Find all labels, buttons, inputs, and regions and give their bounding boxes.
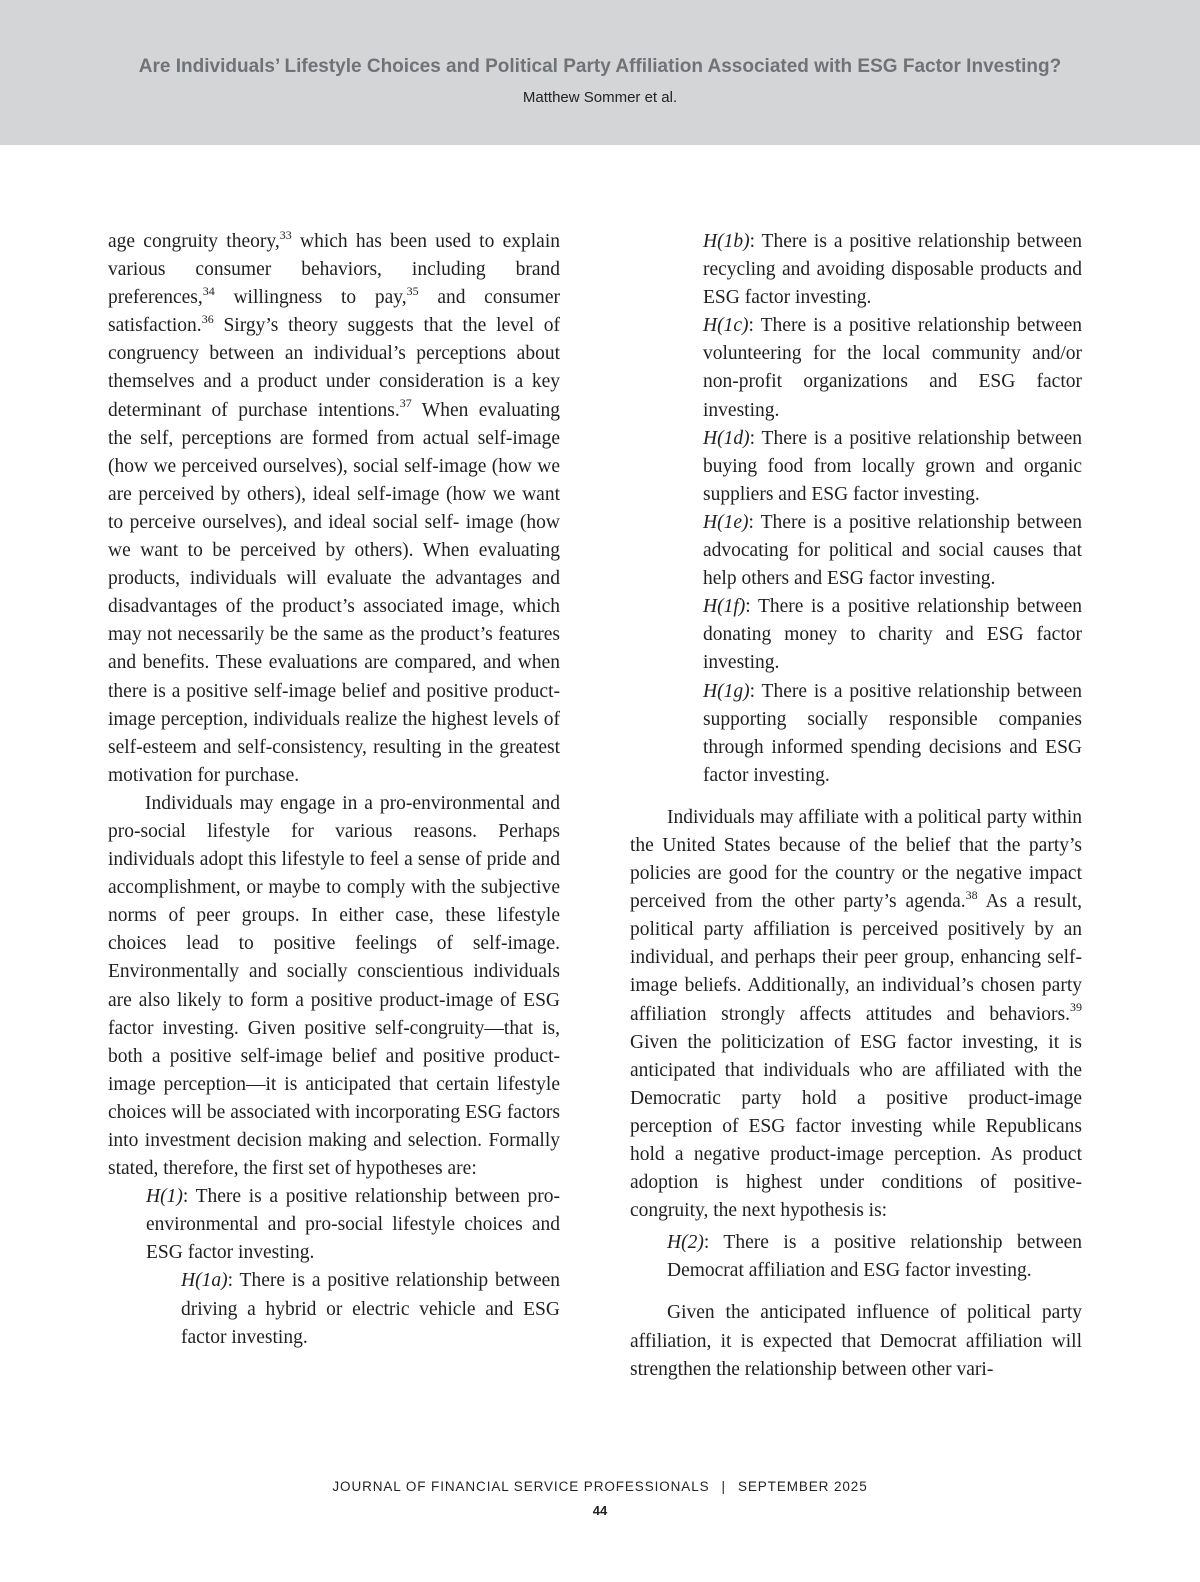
journal-name: JOURNAL OF FINANCIAL SERVICE PROFESSIONALS <box>332 1479 710 1494</box>
article-title: Are Individuals’ Lifestyle Choices and Political Party Affiliation Associated with ESG Factor Investing? <box>138 56 1062 77</box>
footnote-ref-34: 34 <box>202 283 215 298</box>
text-run: and consumer satisfaction. <box>108 287 560 337</box>
text-run: Sirgy’s theory suggests that the level of congruency between an individual’s perceptions about themselves and a product under consideration is a key determinant of purchase intentions. <box>108 315 560 421</box>
journal-footer <box>0 1479 1200 1494</box>
hypothesis-text: : There is a positive relationship between advocating for political and social causes that help others and ESG factor investing. <box>703 511 1082 590</box>
text-run: age congruity theory, <box>108 231 280 252</box>
hypothesis-text: : There is a positive relationship between buying food from locally grown and organic suppliers and ESG factor investing. <box>703 427 1082 505</box>
left-column <box>108 228 560 1352</box>
text-run: When evaluating the self, perceptions are formed from actual self-image (how we perceived ourselves), social self-image (how we are perceived by others), ideal self-image (how we want to perceive ourselves), and ideal social self- image (how we want to be perceived by others). When evaluating products, individuals will evaluate the advantages and disadvantages of the product’s associated image, which may not necessarily be the same as the product’s features and benefits. These evaluations are compared, and when there is a positive self-image belief and positive product-image perception, individuals realize the highest levels of self-esteem and self-consistency, resulting in the greatest motivation for purchase. <box>108 399 560 786</box>
hypothesis-h1f <box>630 593 1082 677</box>
hypothesis-label: H(1c) <box>703 315 749 337</box>
footnote-ref-35: 35 <box>406 283 419 298</box>
hypothesis-label: H(1g) <box>703 680 750 702</box>
hypothesis-label: H(1) <box>146 1186 183 1208</box>
hypothesis-text: : There is a positive relationship between pro-environmental and pro-social lifestyle choices and ESG factor investing. <box>146 1186 560 1264</box>
hypothesis-label: H(1b) <box>703 231 750 252</box>
hypothesis-text: : There is a positive relationship between Democrat affiliation and ESG factor investing. <box>667 1232 1082 1282</box>
hypothesis-h1 <box>108 1183 560 1267</box>
footnote-ref-36: 36 <box>201 311 214 326</box>
hypothesis-h1d <box>630 425 1082 509</box>
footnote-ref-39: 39 <box>1070 1000 1082 1015</box>
hypothesis-h1a <box>108 1267 560 1351</box>
hypothesis-label: H(1f) <box>703 596 746 618</box>
hypothesis-label: H(1e) <box>703 511 749 533</box>
running-header <box>0 0 1200 145</box>
page-number: 44 <box>592 1503 608 1518</box>
footnote-ref-33: 33 <box>279 227 292 242</box>
issue-date: SEPTEMBER 2025 <box>737 1479 868 1494</box>
hypothesis-text: : There is a positive relationship between supporting socially responsible companies through informed spending decisions and ESG factor investing. <box>703 680 1082 786</box>
text-run: Given the politicization of ESG factor investing, it is anticipated that individuals who are affiliated with the Democratic party hold a positive product-image perception of ESG factor investing while Republicans hold a negative product-image perception. As product adoption is highest under conditions of positive-congruity, the next hypothesis is: <box>630 1031 1082 1222</box>
hypothesis-text: : There is a positive relationship between driving a hybrid or electric vehicle and ESG factor investing. <box>181 1270 560 1348</box>
paragraph-political-affiliation <box>630 804 1082 1225</box>
text-run: Individuals may affiliate with a political party within the United States because of the belief that the party’s policies are good for the country or the negative impact perceived from the other party’s agenda. <box>630 806 1082 913</box>
paragraph-self-image-congruity <box>108 228 560 790</box>
hypothesis-text: : There is a positive relationship between recycling and avoiding disposable products and ESG factor investing. <box>703 231 1082 309</box>
hypothesis-label: H(2) <box>667 1232 704 1254</box>
paragraph-moderation: Given the anticipated influence of political party affiliation, it is expected that Democrat affiliation will strengthen the relationship between other vari- <box>630 1302 1082 1380</box>
right-column <box>630 228 1082 1384</box>
hypothesis-h1b <box>630 228 1082 312</box>
text-run: willingness to pay, <box>214 287 407 309</box>
text-run: which has been used to explain various consumer behaviors, including brand preferences, <box>108 231 560 309</box>
paragraph-lifestyle: Individuals may engage in a pro-environmental and pro-social lifestyle for various reasons. Perhaps individuals adopt this lifestyle to feel a sense of pride and accomplishment, or maybe to comply with the subjective norms of peer groups. In either case, these lifestyle choices lead to positive feelings of self-image. Environmentally and socially conscientious individuals are also likely to form a positive product-image of ESG factor investing. Given positive self-congruity—that is, both a positive self-image belief and positive product-image perception—it is anticipated that certain lifestyle choices will be associated with incorporating ESG factors into investment decision making and selection. Formally stated, therefore, the first set of hypotheses are: <box>108 792 560 1180</box>
hypothesis-label: H(1a) <box>181 1270 228 1292</box>
hypothesis-h1e <box>630 509 1082 593</box>
footer-separator: | <box>721 1479 726 1494</box>
article-authors: Matthew Sommer et al. <box>522 89 678 106</box>
text-run: As a result, political party affiliation is perceived positively by an individual, and perhaps their peer group, enhancing self-image beliefs. Additionally, an individual’s chosen party affiliation strongly affects attitudes and behaviors. <box>630 891 1082 1025</box>
hypothesis-h1c <box>630 312 1082 424</box>
hypothesis-label: H(1d) <box>703 427 750 449</box>
footnote-ref-38: 38 <box>965 887 978 902</box>
hypothesis-text: : There is a positive relationship between volunteering for the local community and/or non-profit organizations and ESG factor investing. <box>703 315 1082 421</box>
hypothesis-text: : There is a positive relationship between donating money to charity and ESG factor investing. <box>703 596 1082 674</box>
hypothesis-h2 <box>630 1229 1082 1285</box>
footnote-ref-37: 37 <box>399 396 412 411</box>
hypothesis-h1g <box>630 678 1082 790</box>
